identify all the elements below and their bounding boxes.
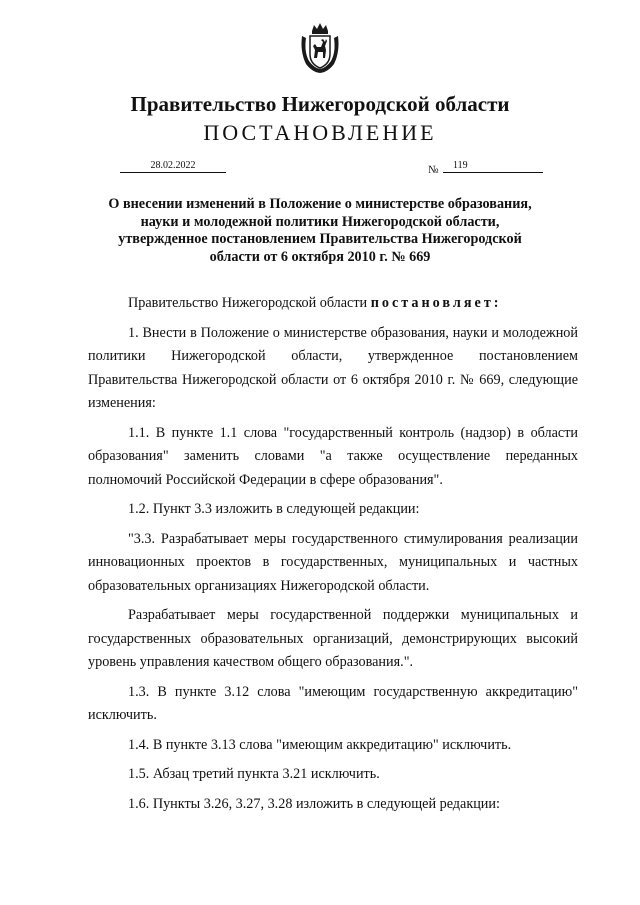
government-title: Правительство Нижегородской области <box>130 92 510 116</box>
paragraph-1-6: 1.6. Пункты 3.26, 3.27, 3.28 изложить в следующей редакции: <box>128 795 500 812</box>
document-type: ПОСТАНОВЛЕНИЕ <box>203 120 437 145</box>
decree-word: постановляет: <box>370 295 502 311</box>
paragraph-1-5: 1.5. Абзац третий пункта 3.21 исключить. <box>128 766 380 782</box>
intro-prefix: Правительство Нижегородской области <box>128 295 371 311</box>
paragraph-1-3: 1.3. В пункте 3.12 слова "имеющим государственную аккредитацию" исключить. <box>88 683 578 723</box>
document-subject: О внесении изменений в Положение о министерстве образования, науки и молодежной политики Нижегородской области, утвержденное постановлением Правительства Нижегородской области от 6 октября 2010 г. № 669 <box>108 196 532 265</box>
paragraph-1-2: 1.2. Пункт 3.3 изложить в следующей редакции: <box>128 501 420 517</box>
coat-of-arms-icon <box>299 22 341 74</box>
intro-paragraph <box>88 292 578 316</box>
paragraph-1-4: 1.4. В пункте 3.13 слова "имеющим аккредитацию" исключить. <box>128 736 512 753</box>
paragraph-3-3-cont: Разрабатывает меры государственной поддержки муниципальных и государственных образовательных организаций, демонстрирующих высокий уровень управления качеством общего образования.". <box>88 607 578 670</box>
paragraph-1-1: 1.1. В пункте 1.1 слова "государственный контроль (надзор) в области образования" заменить словами "а также осуществление переданных полномочий Российской Федерации в сфере образования". <box>88 424 578 488</box>
paragraph-3-3: "3.3. Разрабатывает меры государственного стимулирования реализации инновационных проектов в государственных, муниципальных и частных образовательных организациях Нижегородской области. <box>88 530 578 594</box>
number-sign: № <box>428 164 439 176</box>
document-number: 119 <box>443 160 543 173</box>
document-date: 28.02.2022 <box>120 160 226 173</box>
document-body <box>88 292 578 822</box>
paragraph-1: 1. Внести в Положение о министерстве образования, науки и молодежной политики Нижегородской области, утвержденное постановлением Правительства Нижегородской области от 6 октября 2010 г. № 669, следующие изменения: <box>88 324 578 411</box>
